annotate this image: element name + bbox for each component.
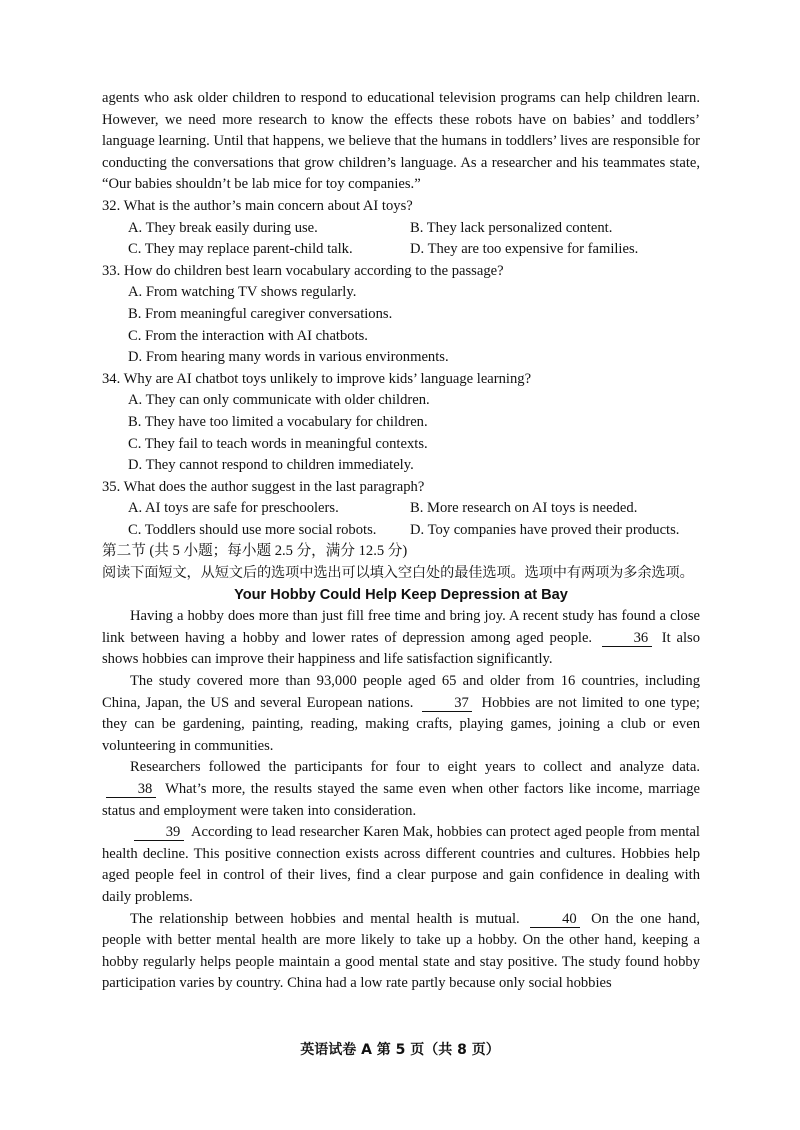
option-c: C. From the interaction with AI chatbots. — [128, 327, 368, 344]
option-a: A. AI toys are safe for preschoolers. — [128, 500, 339, 517]
question-34 — [102, 369, 700, 477]
question-stem: 35. What does the author suggest in the last paragraph? — [102, 478, 425, 495]
option-d: D. Toy companies have proved their products. — [410, 521, 680, 538]
section-heading: 第二节 (共 5 小题；每小题 2.5 分，满分 12.5 分) — [102, 543, 408, 560]
passage-paragraph-4: 39 According to lead researcher Karen Mak, hobbies can protect aged people from mental health decline. This positive connection exists across different countries and cultures. Hobbies help aged people feel in control of their lives, find a clear purpose and gain confidence in dealing with daily problems. — [102, 824, 700, 905]
intro-paragraph: agents who ask older children to respond to educational television programs can help children learn. However, we need more research to know the effects these robots have on babies’ and toddlers’ language learning. Until that happens, we believe that the humans in toddlers’ lives are responsible for conducting the conversations that grow children’s language. As a researcher and his teammates state, “Our babies shouldn’t be lab mice for toy companies.” — [102, 90, 700, 193]
question-stem: 33. How do children best learn vocabulary according to the passage? — [102, 262, 504, 279]
passage-paragraph-1: Having a hobby does more than just fill free time and bring joy. A recent study has found a close link between having a hobby and lower rates of depression among aged people. 36 It also shows hobbies can improve their happiness and life satisfaction significantly. — [102, 608, 700, 668]
blank-40: 40 — [530, 911, 580, 928]
question-35 — [102, 477, 700, 542]
blank-37: 37 — [422, 695, 472, 712]
question-33 — [102, 261, 700, 369]
passage-paragraph-2: The study covered more than 93,000 people aged 65 and older from 16 countries, including China, Japan, the US and several European nations. 37 Hobbies are not limited to one type; they can be gardening, painting, reading, making crafts, playing games, joining a club or even volunteering in communities. — [102, 673, 700, 754]
option-b: B. More research on AI toys is needed. — [410, 500, 638, 517]
question-stem: 34. Why are AI chatbot toys unlikely to improve kids’ language learning? — [102, 370, 532, 387]
option-a: A. They break easily during use. — [128, 219, 318, 236]
blank-39: 39 — [134, 824, 184, 841]
passage-paragraph-5: The relationship between hobbies and mental health is mutual. 40 On the one hand, people with better mental health are more likely to take up a hobby. On the other hand, keeping a hobby regularly helps people maintain a good mental state and stay positive. The study found hobby participation varies by country. China had a low rate partly because only social hobbies — [102, 910, 700, 992]
option-a: A. From watching TV shows regularly. — [128, 284, 357, 301]
option-d: D. They cannot respond to children immediately. — [128, 457, 414, 474]
option-b: B. They have too limited a vocabulary for children. — [128, 413, 428, 430]
option-d: D. They are too expensive for families. — [410, 241, 639, 258]
blank-36: 36 — [602, 630, 652, 647]
page-footer: 英语试卷 A 第 5 页（共 8 页） — [300, 1042, 500, 1058]
question-32 — [102, 196, 700, 261]
option-d: D. From hearing many words in various environments. — [128, 349, 449, 366]
option-a: A. They can only communicate with older children. — [128, 392, 430, 409]
section-instruction: 阅读下面短文，从短文后的选项中选出可以填入空白处的最佳选项。选项中有两项为多余选项。 — [102, 565, 694, 582]
blank-38: 38 — [106, 781, 156, 798]
option-b: B. They lack personalized content. — [410, 219, 613, 236]
option-c: C. Toddlers should use more social robots. — [128, 521, 377, 538]
option-c: C. They may replace parent-child talk. — [128, 241, 353, 258]
option-c: C. They fail to teach words in meaningful contexts. — [128, 435, 428, 452]
passage-paragraph-3: Researchers followed the participants for four to eight years to collect and analyze data. 38 What’s more, the results stayed the same even when other factors like income, marriage status and employment were taken into consideration. — [102, 759, 700, 819]
question-stem: 32. What is the author’s main concern about AI toys? — [102, 197, 413, 214]
option-b: B. From meaningful caregiver conversations. — [128, 305, 393, 322]
passage-title: Your Hobby Could Help Keep Depression at Bay — [234, 586, 568, 603]
